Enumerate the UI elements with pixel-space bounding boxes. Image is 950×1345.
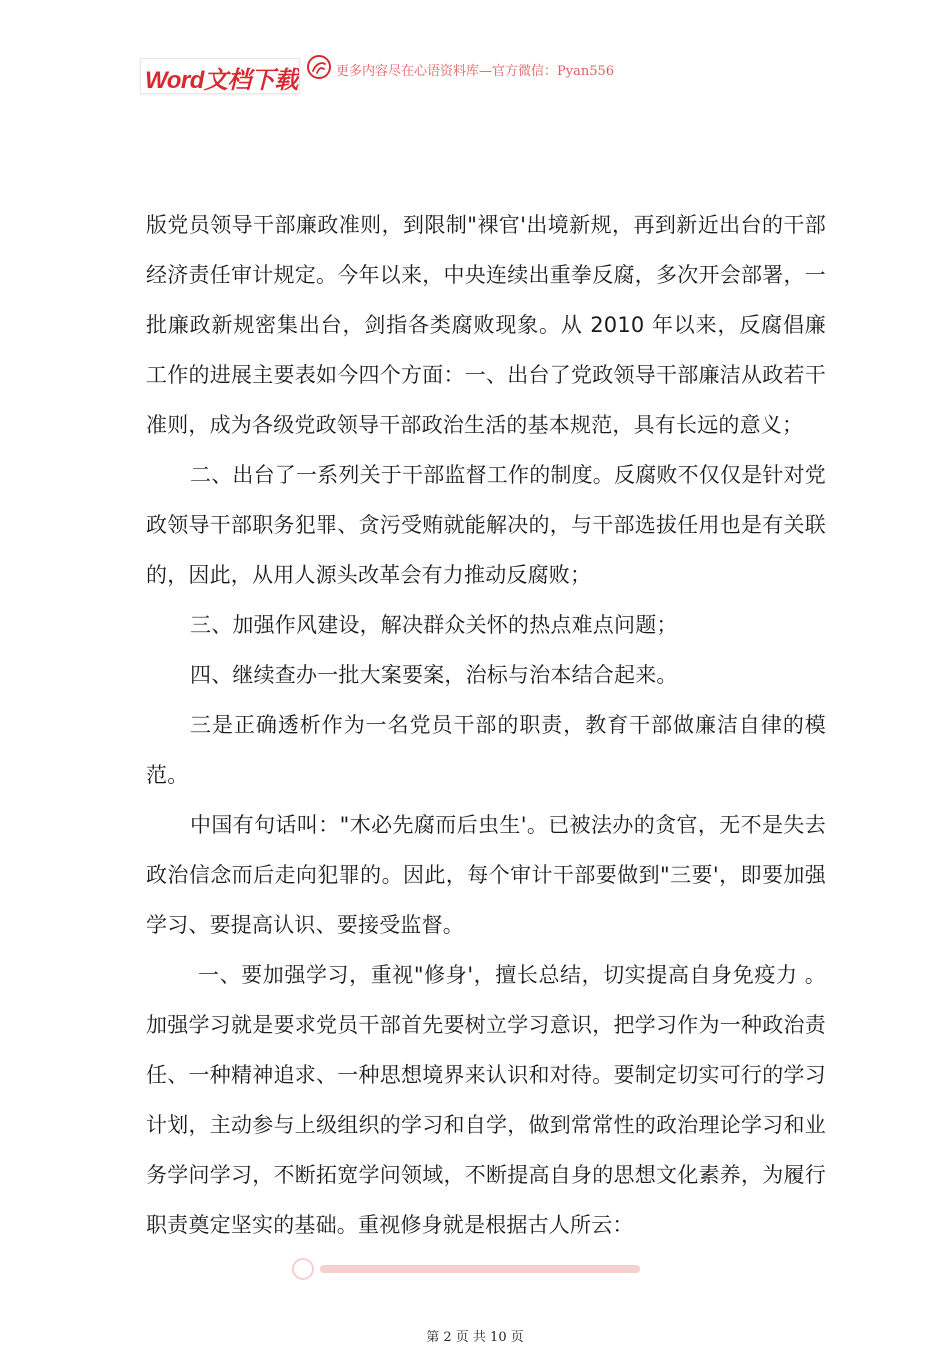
paragraph: 一、要加强学习，重视"修身'，擅长总结，切实提高自身免疫力 。加强学习就是要求党员干部首先要树立学习意识，把学习作为一种政治责任、一种精神追求、一种思想境界来认识和对待。要制定切实可行的学习计划，主动参与上级组织的学习和自学，做到常常性的政治理论学习和业务学问学习，不断拓宽学问领域，不断提高自身的思想文化素养，为履行职责奠定坚实的基础。重视修身就是根据古人所云： [146,963,826,1237]
logo-text: Word文档下载 [145,67,298,94]
document-body [146,200,826,1250]
page-number: 第 2 页 共 10 页 [426,1330,524,1345]
paragraph: 二、出台了一系列关于干部监督工作的制度。反腐败不仅仅是针对党政领导干部职务犯罪、贪污受贿就能解决的，与干部选拔任用也是有关联的，因此，从用人源头改革会有力推动反腐败； [146,463,826,587]
seal-icon [306,54,332,80]
watermark-graphic [290,1256,650,1282]
paragraph: 三是正确透析作为一名党员干部的职责，教育干部做廉洁自律的模范。 [146,713,826,787]
paragraph: 版党员领导干部廉政准则，到限制"裸官'出境新规，再到新近出台的干部经济责任审计规定。今年以来，中央连续出重拳反腐，多次开会部署，一批廉政新规密集出台，剑指各类腐败现象。从 2010 年以来，反腐倡廉工作的进展主要表如今四个方面：一、出台了党政领导干部廉洁从政若干准则，成为各级党政领导干部政治生活的基本规范，具有长远的意义； [146,213,826,437]
word-download-logo[interactable] [140,58,300,94]
paragraph: 三、加强作风建设，解决群众关怀的热点难点问题； [190,613,678,637]
paragraph: 中国有句话叫："木必先腐而后虫生'。已被法办的贪官，无不是失去政治信念而后走向犯罪的。因此，每个审计干部要做到"三要'，即要加强学习、要提高认识、要接受监督。 [146,813,826,937]
page-header [140,50,840,98]
header-note: 更多内容尽在心语资料库—官方微信：Pyan556 [336,64,615,79]
paragraph: 四、继续查办一批大案要案，治标与治本结合起来。 [190,663,678,687]
